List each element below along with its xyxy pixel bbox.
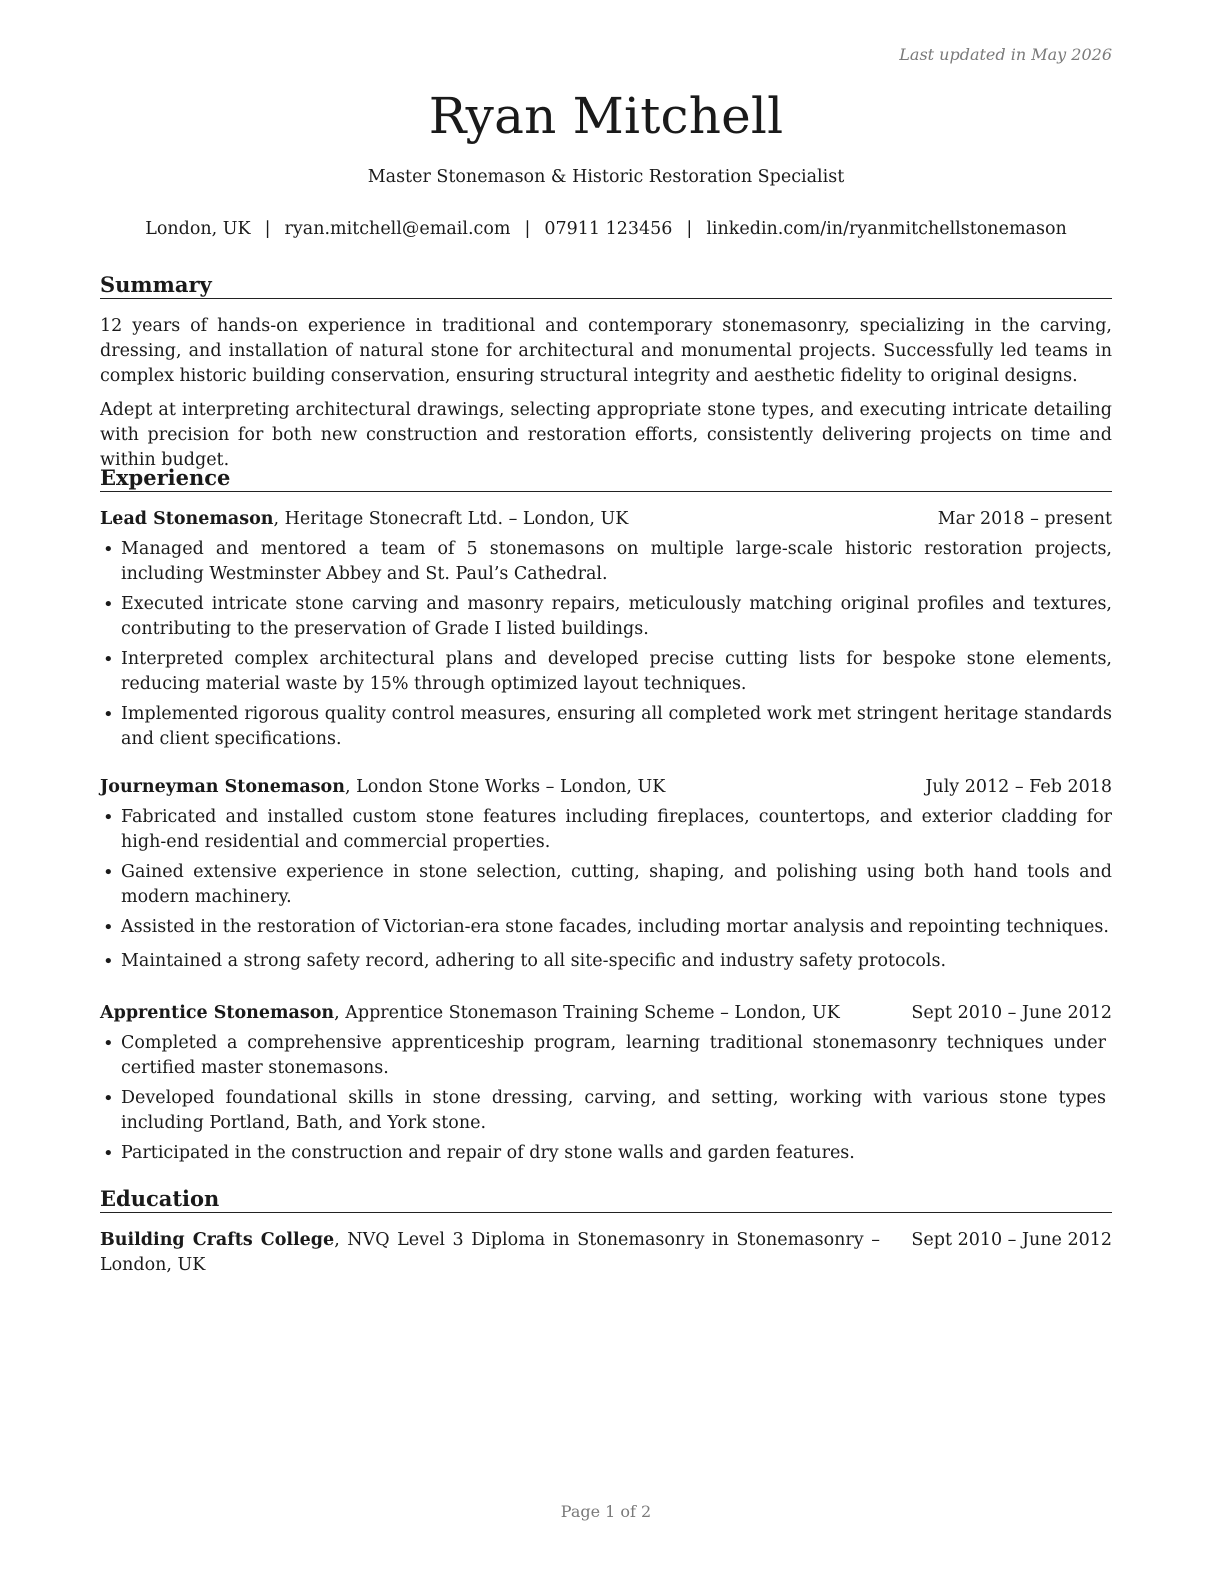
- separator: |: [524, 219, 531, 239]
- job-role: Lead Stonemason: [100, 509, 274, 529]
- list-item: • Participated in the construction and repair of dry stone walls and garden features.: [100, 1141, 1106, 1166]
- last-updated: Last updated in May 2026: [899, 45, 1112, 64]
- job-role: Journeyman Stonemason: [100, 777, 345, 797]
- email-link[interactable]: ryan.mitchell@email.com: [284, 219, 511, 239]
- job-header: [100, 775, 1112, 800]
- list-item: • Fabricated and installed custom stone features including fireplaces, countertops, and exterior cladding for high-end residential and commercial properties.: [100, 805, 1112, 855]
- list-item: • Maintained a strong safety record, adhering to all site-specific and industry safety protocols.: [100, 949, 1112, 974]
- degree-details: , NVQ Level 3 Diploma in Stonemasonry in Stonemasonry – London, UK: [100, 1230, 880, 1275]
- job-bullets: [100, 537, 1112, 757]
- contact-line: [100, 219, 1112, 239]
- job-dates: Mar 2018 – present: [937, 509, 1112, 529]
- school-name: Building Crafts College: [100, 1230, 335, 1250]
- section-title-experience: Experience: [100, 465, 1112, 492]
- job-bullets: [100, 805, 1112, 979]
- list-item: • Completed a comprehensive apprenticeship program, learning traditional stonemasonry techniques under certified master stonemasons.: [100, 1031, 1106, 1081]
- page-indicator: Page 1 of 2: [560, 1502, 652, 1521]
- list-item: • Developed foundational skills in stone dressing, carving, and setting, working with various stone types including Portland, Bath, and York stone.: [100, 1086, 1106, 1136]
- list-item: • Managed and mentored a team of 5 stonemasons on multiple large-scale historic restoration projects, including Westminster Abbey and St. Paul’s Cathedral.: [100, 537, 1112, 587]
- education-text: [100, 1228, 880, 1278]
- job-header: [100, 1001, 1112, 1026]
- summary-paragraph: 12 years of hands-on experience in traditional and contemporary stonemasonry, specializing in the carving, dressing, and installation of natural stone for architectural and monumental projects. Successfully led teams in complex historic building conservation, ensuring structural integrity and aesthetic fidelity to original designs.: [100, 316, 1112, 386]
- headline: Master Stonemason & Historic Restoration Specialist: [367, 167, 845, 187]
- summary-paragraph: Adept at interpreting architectural drawings, selecting appropriate stone types, and executing intricate detailing with precision for both new construction and restoration efforts, consistently delivering projects on time and within budget.: [100, 400, 1112, 470]
- list-item: • Gained extensive experience in stone selection, cutting, shaping, and polishing using both hand tools and modern machinery.: [100, 860, 1112, 910]
- job-header: [100, 507, 1112, 532]
- education-entry: [100, 1228, 1112, 1278]
- job-org: , Heritage Stonecraft Ltd. – London, UK: [273, 509, 629, 529]
- section-title-summary: Summary: [100, 272, 1112, 299]
- list-item: • Interpreted complex architectural plans and developed precise cutting lists for bespoke stone elements, reducing material waste by 15% through optimized layout techniques.: [100, 647, 1112, 697]
- separator: |: [686, 219, 693, 239]
- resume-page: [100, 0, 1112, 1584]
- candidate-name: Ryan Mitchell: [428, 87, 784, 145]
- job-org: , Apprentice Stonemason Training Scheme – London, UK: [334, 1003, 840, 1023]
- job-role: Apprentice Stonemason: [100, 1003, 335, 1023]
- job-org: , London Stone Works – London, UK: [344, 777, 666, 797]
- job-dates: Sept 2010 – June 2012: [911, 1003, 1112, 1023]
- list-item: • Implemented rigorous quality control measures, ensuring all completed work met stringent heritage standards and client specifications.: [100, 702, 1112, 752]
- location: London, UK: [145, 219, 251, 239]
- phone-number[interactable]: 07911 123456: [544, 219, 673, 239]
- list-item: • Executed intricate stone carving and masonry repairs, meticulously matching original profiles and textures, contributing to the preservation of Grade I listed buildings.: [100, 592, 1112, 642]
- section-title-education: Education: [100, 1186, 1112, 1213]
- linkedin-link[interactable]: linkedin.com/in/ryanmitchellstonemason: [706, 219, 1067, 239]
- separator: |: [264, 219, 271, 239]
- job-bullets: [100, 1031, 1106, 1171]
- job-dates: July 2012 – Feb 2018: [925, 777, 1112, 797]
- education-dates: Sept 2010 – June 2012: [911, 1230, 1112, 1250]
- list-item: • Assisted in the restoration of Victorian-era stone facades, including mortar analysis and repointing techniques.: [100, 915, 1112, 940]
